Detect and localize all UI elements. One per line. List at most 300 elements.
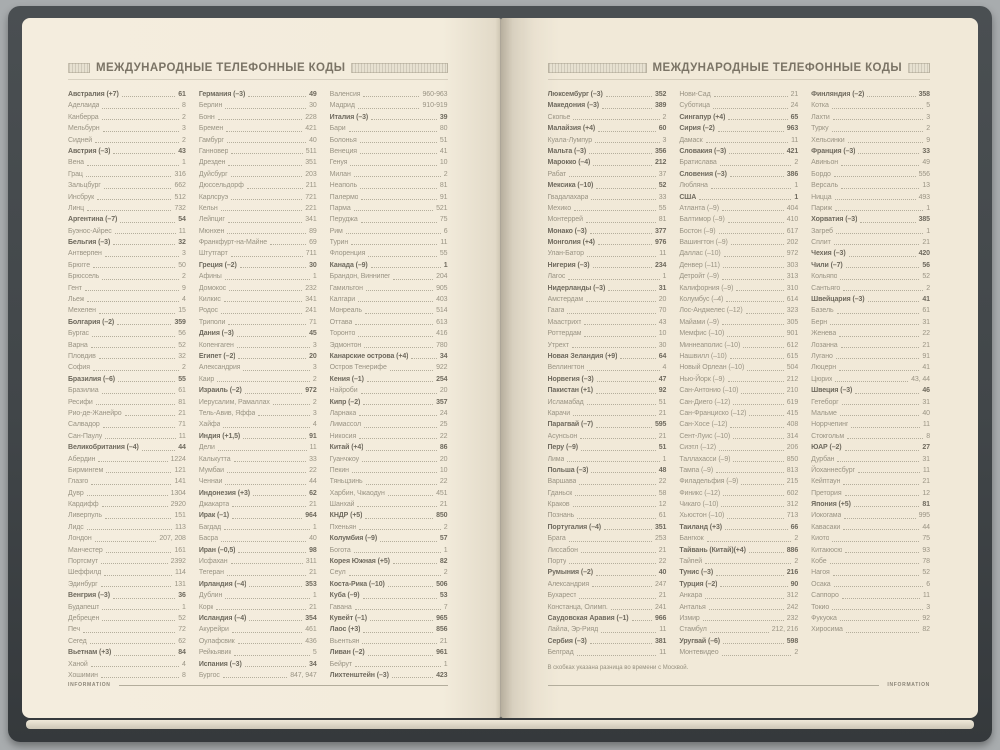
dot-leader bbox=[224, 590, 311, 601]
pattern-strip bbox=[908, 63, 930, 73]
entry-row bbox=[811, 545, 930, 556]
dot-leader bbox=[358, 408, 438, 419]
dot-leader bbox=[370, 112, 438, 123]
entry-code: 964 bbox=[305, 512, 317, 520]
entry-row bbox=[199, 260, 317, 271]
entry-code: 27 bbox=[922, 444, 930, 452]
entry-code: 24 bbox=[439, 409, 448, 417]
entry-name: Тель-Авив, Яффа bbox=[198, 409, 256, 417]
entry-name: Чили (–7) bbox=[811, 261, 843, 269]
entry-code: 70 bbox=[658, 307, 667, 315]
entry-name: Нью-Йорк (–9) bbox=[679, 375, 725, 383]
dot-leader bbox=[379, 533, 438, 544]
dot-leader bbox=[91, 328, 176, 339]
entry-row bbox=[330, 385, 448, 396]
entry-row bbox=[548, 317, 667, 328]
entry-code: 451 bbox=[436, 489, 448, 497]
dot-leader bbox=[850, 419, 921, 430]
dot-leader bbox=[595, 567, 657, 578]
entry-code: 161 bbox=[174, 546, 186, 554]
entry-row bbox=[330, 226, 448, 237]
entry-code: 234 bbox=[654, 261, 667, 269]
entry-code: 506 bbox=[436, 580, 448, 588]
entry-name: Мюнхен bbox=[198, 227, 225, 235]
entry-name: Тяньцзинь bbox=[329, 478, 363, 486]
entry-row bbox=[811, 385, 930, 396]
entry-row bbox=[679, 419, 798, 430]
dot-leader bbox=[724, 522, 789, 533]
entry-name: Скопье bbox=[547, 113, 571, 121]
entry-row bbox=[679, 305, 798, 316]
entry-name: Басра bbox=[198, 535, 219, 543]
entry-code: 45 bbox=[309, 330, 317, 338]
entry-code: 514 bbox=[436, 307, 448, 315]
entry-row bbox=[199, 351, 317, 362]
entry-row bbox=[330, 271, 448, 282]
dot-leader bbox=[841, 590, 921, 601]
entry-code: 3 bbox=[926, 603, 930, 611]
entry-row bbox=[548, 454, 667, 465]
entry-name: Бонн bbox=[198, 113, 215, 121]
entry-row bbox=[68, 305, 186, 316]
entry-name: Сплит bbox=[811, 239, 831, 247]
entry-row bbox=[679, 328, 798, 339]
time-difference-footnote: В скобках указана разница во времени с Москвой. bbox=[547, 665, 689, 671]
entry-code: 21 bbox=[439, 501, 448, 509]
dot-leader bbox=[350, 237, 438, 248]
page-left bbox=[22, 18, 501, 718]
entry-row bbox=[68, 579, 186, 590]
entry-code: 619 bbox=[786, 398, 799, 406]
entry-name: Сан-Франциско (–12) bbox=[679, 409, 747, 417]
entry-name: Бирмингем bbox=[68, 466, 104, 474]
entry-name: Сан-Паулу bbox=[68, 432, 103, 440]
entry-name: Хьюстон (–10) bbox=[679, 512, 725, 520]
entry-name: Бейрут bbox=[329, 660, 352, 668]
entry-code: 241 bbox=[305, 307, 317, 315]
entry-name: Авиньон bbox=[811, 159, 839, 167]
dot-leader bbox=[619, 351, 656, 362]
entry-code: 33 bbox=[922, 147, 930, 155]
entry-name: Тайвань (Китай)(+4) bbox=[679, 546, 746, 554]
entry-name: Лагос bbox=[547, 273, 566, 281]
dot-leader bbox=[726, 510, 784, 521]
entry-code: 721 bbox=[305, 193, 317, 201]
entry-row bbox=[199, 659, 317, 670]
entry-code: 511 bbox=[305, 147, 317, 155]
entry-name: Даллас (–10) bbox=[679, 250, 721, 258]
entry-row bbox=[68, 602, 186, 613]
entry-name: Осака bbox=[811, 580, 831, 588]
entry-code: 1 bbox=[312, 273, 317, 281]
entry-row bbox=[68, 545, 186, 556]
entry-name: Швейцария (–3) bbox=[811, 296, 865, 304]
entry-name: Перу (–9) bbox=[547, 444, 578, 452]
dot-leader bbox=[845, 260, 921, 271]
entry-code: 75 bbox=[922, 535, 930, 543]
dot-leader bbox=[842, 283, 924, 294]
entry-name: Ливерпуль bbox=[68, 512, 102, 520]
entry-row bbox=[68, 442, 186, 453]
entry-name: Улан-Батор bbox=[547, 250, 584, 258]
entry-name: Сент-Луис (–10) bbox=[679, 432, 731, 440]
entry-row bbox=[199, 135, 317, 146]
entry-code: 206 bbox=[786, 444, 799, 452]
entry-row bbox=[679, 385, 798, 396]
entry-row bbox=[68, 237, 186, 248]
dot-leader bbox=[729, 419, 784, 430]
dot-leader bbox=[85, 169, 173, 180]
entry-row bbox=[548, 192, 667, 203]
entry-name: Мемфис (–10) bbox=[679, 330, 725, 338]
entry-row bbox=[330, 237, 448, 248]
dot-leader bbox=[345, 226, 442, 237]
entry-code: 84 bbox=[178, 649, 186, 657]
entry-name: Лимассол bbox=[329, 421, 361, 429]
entry-name: Манчестер bbox=[68, 546, 103, 554]
entry-code: 121 bbox=[174, 466, 186, 474]
entry-name: Венеция bbox=[329, 147, 357, 155]
entry-row bbox=[199, 89, 317, 100]
entry-name: Канада (–9) bbox=[329, 261, 368, 269]
entry-row bbox=[811, 533, 930, 544]
dot-leader bbox=[102, 123, 180, 134]
entry-name: Берлин bbox=[198, 102, 223, 110]
entry-name: Лихтенштейн (–3) bbox=[329, 671, 389, 679]
dot-leader bbox=[592, 260, 653, 271]
entry-name: Генуя bbox=[329, 159, 348, 167]
entry-row bbox=[548, 362, 667, 373]
entry-name: Йоханнесбург bbox=[811, 466, 855, 474]
entry-name: Египет (–2) bbox=[198, 352, 236, 360]
dot-leader bbox=[230, 146, 303, 157]
entry-row bbox=[68, 112, 186, 123]
entry-code: 92 bbox=[658, 387, 667, 395]
entry-row bbox=[330, 305, 448, 316]
entry-name: Карачи bbox=[547, 409, 571, 417]
entry-row bbox=[811, 294, 930, 305]
entry-code: 21 bbox=[658, 432, 667, 440]
entry-name: Фукуока bbox=[811, 614, 837, 622]
entry-name: Копенгаген bbox=[198, 341, 234, 349]
entry-name: Сан-Диего (–12) bbox=[679, 398, 731, 406]
page-footer bbox=[68, 682, 448, 688]
entry-name: Глазго bbox=[68, 478, 89, 486]
entry-code: 15 bbox=[178, 307, 186, 315]
entry-code: 354 bbox=[305, 614, 317, 622]
entry-code: 52 bbox=[922, 273, 930, 281]
dot-leader bbox=[574, 488, 657, 499]
entry-code: 98 bbox=[309, 546, 317, 554]
entry-code: 47 bbox=[658, 375, 667, 383]
entry-row bbox=[548, 237, 667, 248]
entry-name: Нови-Сад bbox=[679, 91, 711, 98]
dot-leader bbox=[748, 545, 785, 556]
dot-leader bbox=[230, 169, 304, 180]
dot-leader bbox=[857, 146, 920, 157]
entry-row bbox=[330, 294, 448, 305]
entry-row bbox=[68, 123, 186, 134]
entry-name: Испания (–3) bbox=[198, 660, 242, 668]
dot-leader bbox=[354, 659, 442, 670]
entry-code: 1 bbox=[182, 603, 186, 611]
dot-leader bbox=[244, 385, 304, 396]
entry-name: Индонезия (+3) bbox=[198, 489, 250, 497]
entry-row bbox=[548, 248, 667, 259]
entry-name: Португалия (–4) bbox=[547, 523, 602, 531]
entry-row bbox=[330, 522, 448, 533]
entry-code: 3 bbox=[182, 125, 186, 133]
entry-row bbox=[548, 465, 667, 476]
entry-code: 850 bbox=[436, 512, 448, 520]
dot-leader bbox=[719, 157, 793, 168]
entry-code: 21 bbox=[790, 91, 799, 98]
dot-leader bbox=[702, 613, 785, 624]
entry-code: 55 bbox=[178, 375, 186, 383]
entry-code: 11 bbox=[922, 421, 930, 429]
entry-name: Турция (–2) bbox=[679, 580, 718, 588]
entry-name: Ирак (–1) bbox=[198, 512, 230, 520]
entry-code: 421 bbox=[305, 125, 317, 133]
entry-code: 21 bbox=[178, 409, 186, 417]
dot-leader bbox=[586, 362, 660, 373]
dot-leader bbox=[595, 419, 653, 430]
entry-row bbox=[548, 545, 667, 556]
entry-row bbox=[330, 112, 448, 123]
entry-row bbox=[679, 294, 798, 305]
entry-row bbox=[811, 226, 930, 237]
entry-code: 713 bbox=[786, 512, 799, 520]
entry-row bbox=[68, 533, 186, 544]
entry-code: 314 bbox=[786, 432, 799, 440]
entry-code: 203 bbox=[305, 170, 317, 178]
entry-row bbox=[811, 214, 930, 225]
dot-leader bbox=[370, 260, 442, 271]
entry-code: 11 bbox=[178, 227, 186, 235]
entry-code: 21 bbox=[922, 239, 930, 247]
dot-leader bbox=[605, 89, 653, 100]
entry-code: 58 bbox=[658, 489, 667, 497]
entry-row bbox=[811, 408, 930, 419]
entry-row bbox=[330, 431, 448, 442]
dot-leader bbox=[272, 397, 311, 408]
entry-row bbox=[811, 510, 930, 521]
entry-row bbox=[199, 100, 317, 111]
entry-name: Саппоро bbox=[811, 592, 839, 600]
entry-name: Зальцбург bbox=[68, 182, 101, 190]
entry-row bbox=[548, 408, 667, 419]
entry-row bbox=[330, 476, 448, 487]
entry-name: Белград bbox=[547, 649, 574, 657]
entry-row bbox=[199, 294, 317, 305]
dot-leader bbox=[359, 180, 438, 191]
entry-name: Кельн bbox=[198, 204, 218, 212]
entry-name: Токио bbox=[811, 603, 830, 611]
dot-leader bbox=[366, 374, 434, 385]
entry-row bbox=[330, 283, 448, 294]
dot-leader bbox=[112, 237, 176, 248]
entry-name: Оттава bbox=[329, 318, 353, 326]
dot-leader bbox=[360, 385, 438, 396]
dot-leader bbox=[838, 362, 920, 373]
entry-row bbox=[679, 100, 798, 111]
entry-code: 40 bbox=[922, 409, 930, 417]
dot-leader bbox=[579, 431, 657, 442]
entry-row bbox=[330, 180, 448, 191]
dot-leader bbox=[732, 454, 784, 465]
dot-leader bbox=[82, 624, 176, 635]
dot-leader bbox=[710, 180, 793, 191]
entry-row bbox=[330, 408, 448, 419]
dot-leader bbox=[704, 590, 785, 601]
entry-row bbox=[68, 362, 186, 373]
entry-row bbox=[330, 374, 448, 385]
entry-row bbox=[68, 556, 186, 567]
entry-row bbox=[330, 624, 448, 635]
dot-leader bbox=[866, 89, 916, 100]
entry-code: 2 bbox=[443, 170, 448, 178]
entry-code: 389 bbox=[654, 102, 667, 110]
entry-row bbox=[330, 351, 448, 362]
entry-name: Богота bbox=[329, 546, 351, 554]
dot-leader bbox=[227, 317, 307, 328]
entry-code: 1304 bbox=[170, 489, 186, 497]
entry-code: 31 bbox=[658, 284, 667, 292]
entry-row bbox=[330, 214, 448, 225]
entry-row bbox=[68, 192, 186, 203]
dot-leader bbox=[230, 192, 303, 203]
entry-row bbox=[679, 488, 798, 499]
entry-code: 21 bbox=[439, 637, 448, 645]
entry-row bbox=[548, 488, 667, 499]
entry-row bbox=[330, 579, 448, 590]
entry-name: Сеул bbox=[329, 569, 346, 577]
entry-name: Дебрецен bbox=[68, 614, 100, 622]
entry-row bbox=[548, 442, 667, 453]
entry-name: Брюссель bbox=[68, 273, 100, 281]
entry-code: 44 bbox=[922, 523, 930, 531]
dot-leader bbox=[101, 499, 169, 510]
entry-row bbox=[548, 226, 667, 237]
entry-code: 311 bbox=[305, 558, 317, 566]
entry-row bbox=[199, 112, 317, 123]
dot-leader bbox=[348, 123, 438, 134]
entry-code: 211 bbox=[305, 182, 317, 190]
entry-name: Болонья bbox=[329, 136, 357, 144]
entry-name: Гуанчжоу bbox=[329, 455, 360, 463]
dot-leader bbox=[222, 419, 310, 430]
entry-code: 12 bbox=[658, 501, 667, 509]
entry-name: Лайла, Эр-Рияд bbox=[547, 626, 599, 634]
entry-row bbox=[199, 636, 317, 647]
dot-leader bbox=[226, 567, 307, 578]
entry-code: 62 bbox=[178, 637, 186, 645]
dot-leader bbox=[257, 408, 311, 419]
codes-column-2 bbox=[199, 89, 317, 681]
dot-leader bbox=[237, 545, 307, 556]
dot-leader bbox=[222, 670, 288, 681]
entry-name: Дублин bbox=[198, 592, 223, 600]
entry-code: 711 bbox=[305, 250, 317, 258]
dot-leader bbox=[236, 340, 311, 351]
entry-row bbox=[811, 397, 930, 408]
dot-leader bbox=[585, 214, 657, 225]
entry-name: Аргентина (–7) bbox=[68, 216, 118, 224]
dot-leader bbox=[227, 214, 303, 225]
entry-row bbox=[679, 613, 798, 624]
entry-name: Гамильтон bbox=[329, 284, 363, 292]
dot-leader bbox=[740, 385, 784, 396]
entry-code: 20 bbox=[439, 387, 448, 395]
entry-name: Родос bbox=[198, 307, 218, 315]
entry-row bbox=[68, 248, 186, 259]
dot-leader bbox=[832, 567, 921, 578]
entry-code: 359 bbox=[174, 318, 186, 326]
dot-leader bbox=[586, 248, 657, 259]
entry-name: Вьетнам (+3) bbox=[68, 649, 112, 657]
dot-leader bbox=[121, 89, 177, 100]
dot-leader bbox=[230, 556, 304, 567]
entry-row bbox=[68, 226, 186, 237]
entry-name: Ливан (–2) bbox=[329, 649, 365, 657]
entry-code: 92 bbox=[922, 614, 930, 622]
dot-leader bbox=[845, 624, 921, 635]
entry-row bbox=[548, 374, 667, 385]
dot-leader bbox=[223, 294, 303, 305]
entry-code: 963 bbox=[786, 125, 799, 133]
entry-row bbox=[811, 135, 930, 146]
entry-row bbox=[679, 260, 798, 271]
page-right bbox=[501, 18, 979, 718]
entry-name: Кардифф bbox=[68, 501, 99, 509]
entry-code: 2 bbox=[182, 113, 186, 121]
entry-name: Польша (–3) bbox=[547, 466, 589, 474]
entry-name: Кобе bbox=[811, 558, 827, 566]
dot-leader bbox=[225, 123, 303, 134]
entry-name: Сирия (–2) bbox=[679, 125, 715, 133]
dot-leader bbox=[831, 533, 920, 544]
entry-row bbox=[548, 157, 667, 168]
entry-row bbox=[199, 271, 317, 282]
entry-code: 521 bbox=[436, 204, 448, 212]
dot-leader bbox=[224, 271, 311, 282]
entry-name: Кувейт (–1) bbox=[329, 614, 367, 622]
entry-row bbox=[330, 340, 448, 351]
dot-leader bbox=[847, 135, 925, 146]
entry-row bbox=[199, 157, 317, 168]
entry-name: Марокко (–4) bbox=[547, 159, 591, 167]
entry-code: 617 bbox=[786, 227, 799, 235]
entry-code: 2920 bbox=[170, 501, 186, 509]
dot-leader bbox=[834, 203, 924, 214]
dot-leader bbox=[226, 465, 307, 476]
entry-row bbox=[679, 499, 798, 510]
entry-code: 504 bbox=[786, 364, 799, 372]
dot-leader bbox=[720, 499, 784, 510]
entry-name: Гаага bbox=[547, 307, 565, 315]
dot-leader bbox=[252, 488, 307, 499]
dot-leader bbox=[717, 123, 785, 134]
entry-row bbox=[548, 533, 667, 544]
entry-code: 30 bbox=[309, 102, 317, 110]
dot-leader bbox=[392, 271, 434, 282]
entry-row bbox=[548, 579, 667, 590]
entry-name: Остров Тенерифе bbox=[329, 364, 387, 372]
entry-name: Кейптаун bbox=[811, 478, 841, 486]
dot-leader bbox=[101, 602, 180, 613]
entry-name: Тунис (–3) bbox=[679, 569, 714, 577]
entry-code: 20 bbox=[439, 455, 448, 463]
